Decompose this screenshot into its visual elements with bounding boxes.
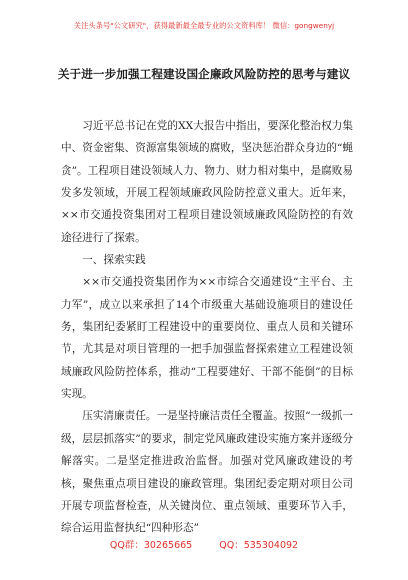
section-heading: 一、探索实践 [82, 254, 146, 267]
footer-contact [0, 537, 408, 551]
footer-qq-group: QQ群：30265665 [109, 540, 193, 551]
header-notice: 关注头条号"公文研究"，获得最新最全最专业的公文资料库！ 微信：gongwenyj [73, 21, 335, 30]
footer-qq: QQ：535304092 [219, 540, 299, 551]
paragraph-practice: ××市交通投资集团作为××市综合交通建设“主平台、主力军”，成立以来承担了14个市级重大基础设施项目的建设任务，集团纪委紧盯工程建设中的重要岗位、重点人员和关键环节，尤其是对项目管理的一把手加强监督探索建立工程建设领域廉政风险防控体系，推动“工程要建好、干部不能倒”的目标实现。 [61, 276, 353, 401]
paragraph-responsibility: 压实清廉责任。一是坚持廉洁责任全覆盖。按照“一级抓一级，层层抓落实”的要求，制定党风廉政建设实施方案并逐级分解落实。二是坚定推进政治监督。加强对党风廉政建设的考核，聚焦重点项目建设的廉政管理。集团纪委定期对项目公司开展专项监督检查，从关键岗位、重点领域、重要环节入手，综合运用监督执纪“四种形态” [61, 410, 353, 535]
document-title: 关于进一步加强工程建设国企廉政风险防控的思考与建议 [57, 67, 351, 81]
paragraph-intro: 习近平总书记在党的XX大报告中指出，要深化整治权力集中、资金密集、资源富集领域的腐败，坚决惩治群众身边的“蝇贪”。工程项目建设领域人力、物力、财力相对集中，是腐败易发多发领域，开展工程领域廉政风险防控意义重大。近年来，××市交通投资集团对工程项目建设领域廉政风险防控的有效途径进行了探索。 [61, 120, 353, 244]
document-body [61, 115, 353, 540]
